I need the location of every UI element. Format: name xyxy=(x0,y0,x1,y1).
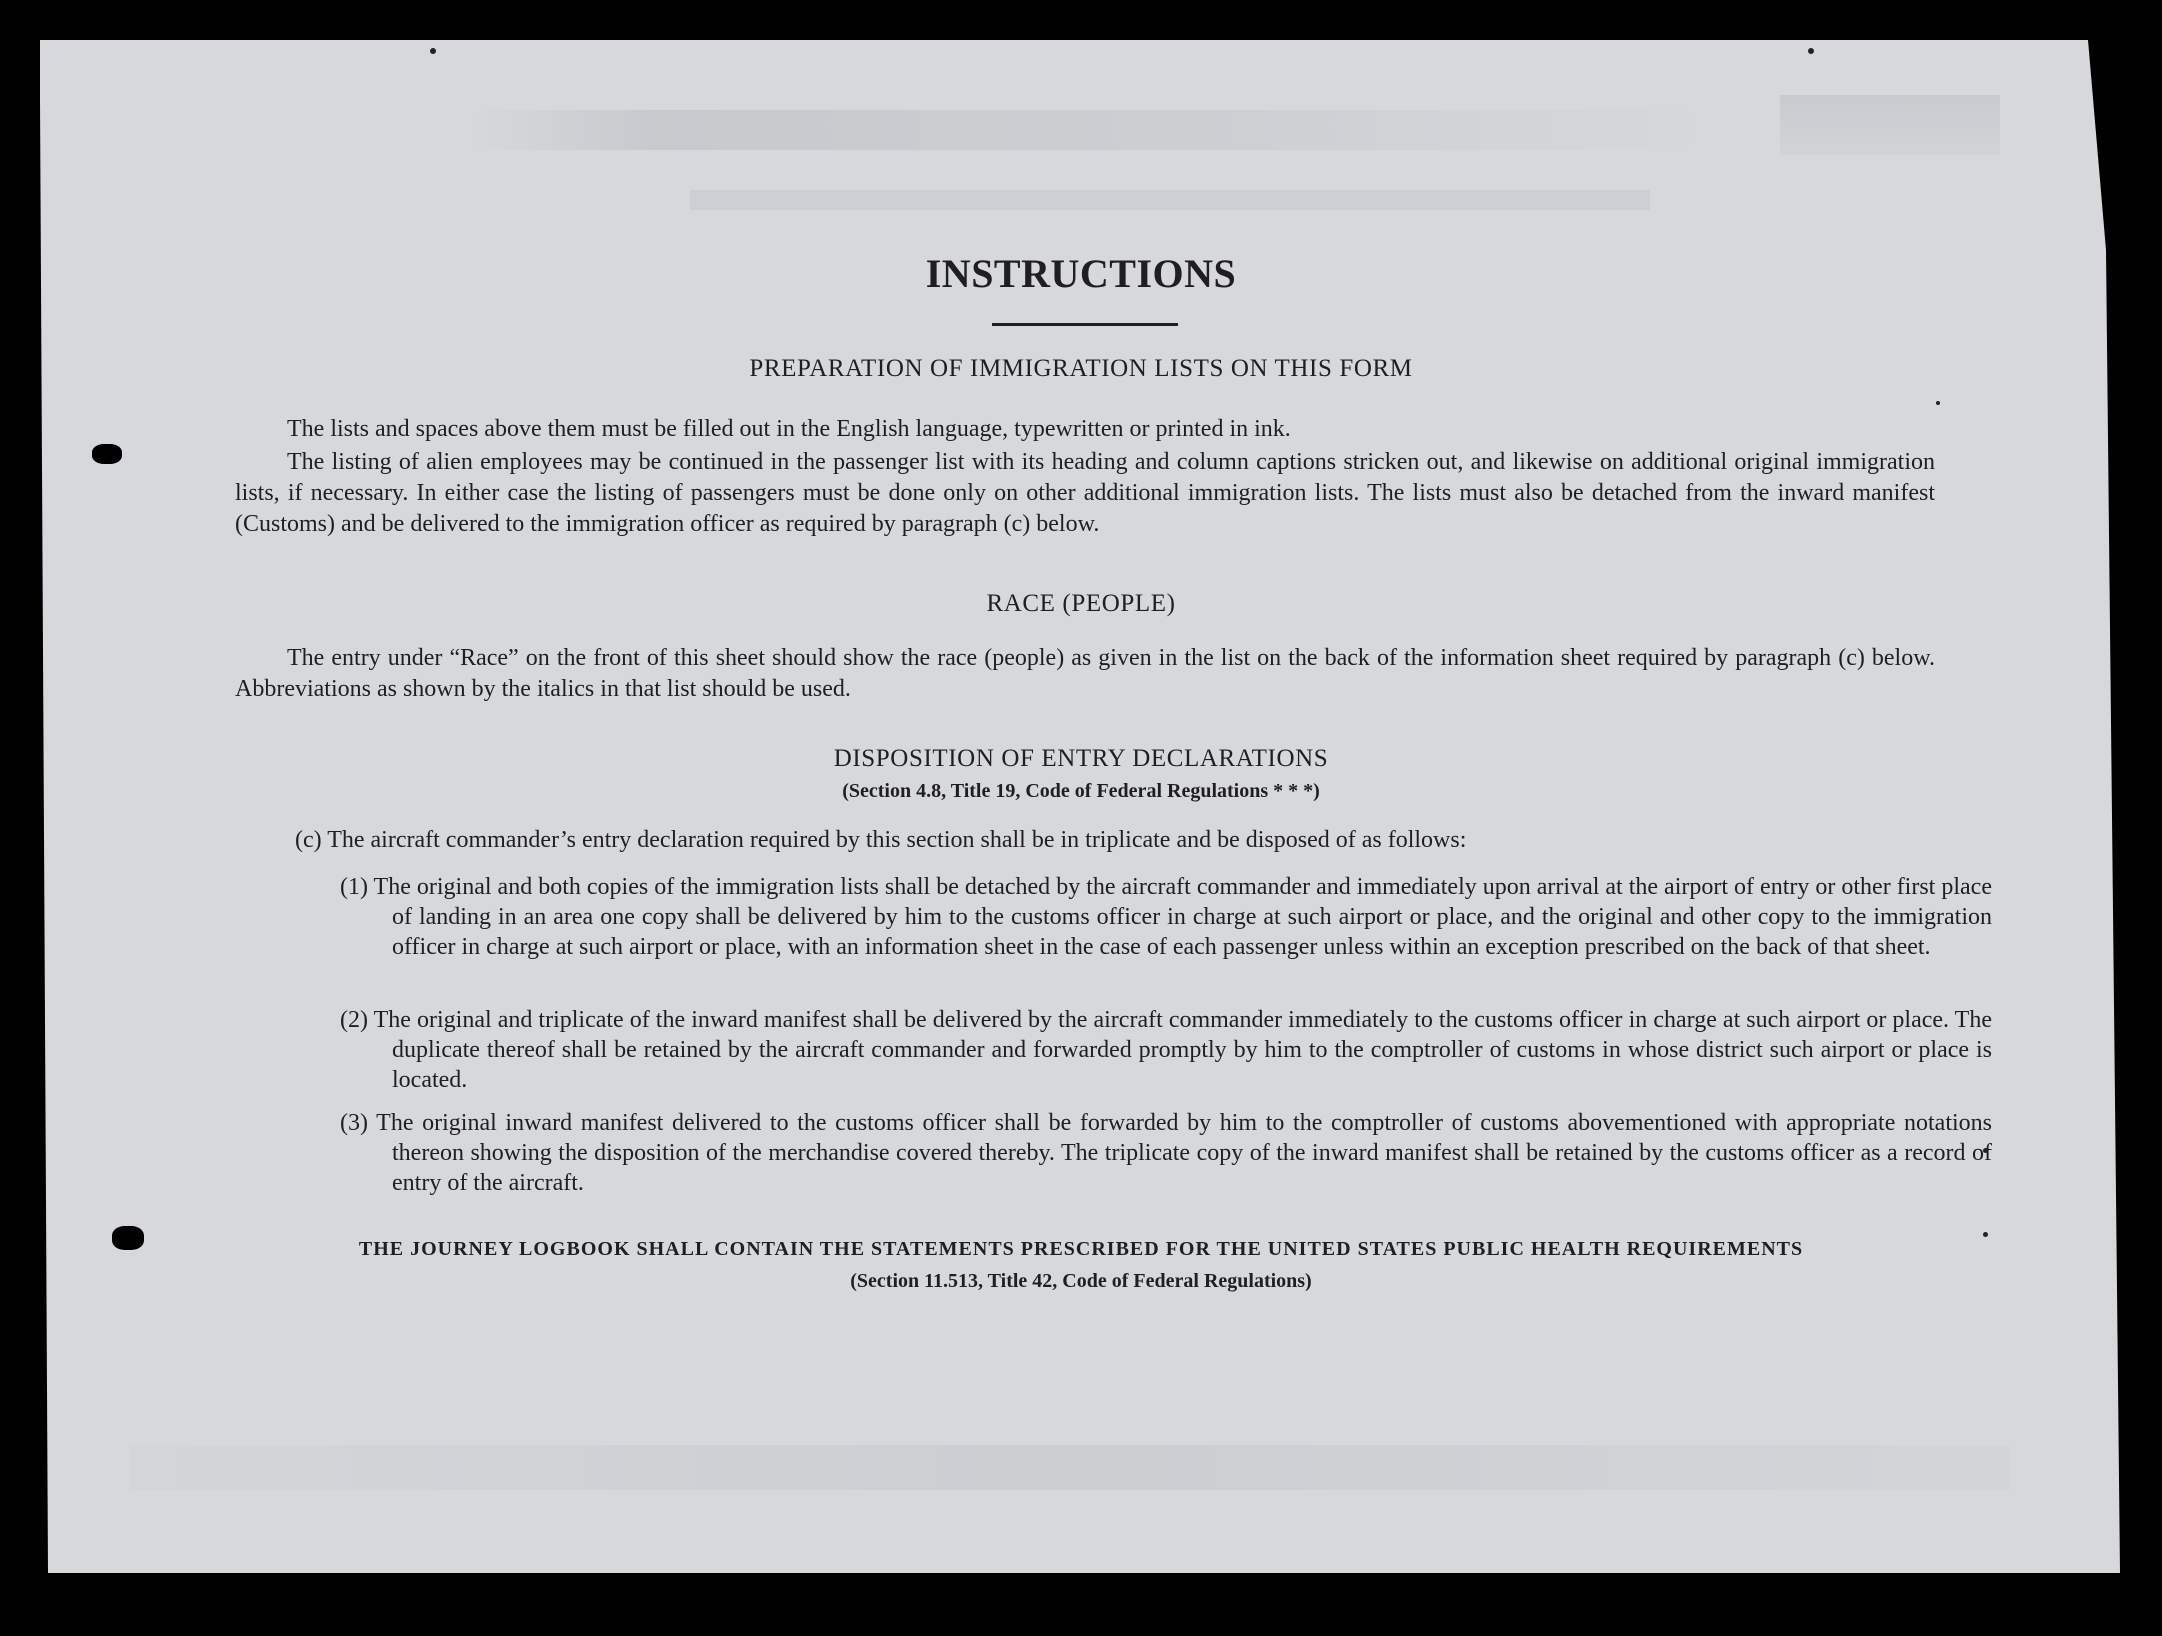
health-requirements-citation: (Section 11.513, Title 42, Code of Federal Regulations) xyxy=(850,1270,1312,1292)
preparation-heading: PREPARATION OF IMMIGRATION LISTS ON THIS FORM xyxy=(749,355,1413,382)
preparation-paragraph-1: The lists and spaces above them must be filled out in the English language, typewritten or printed in ink. xyxy=(287,416,1291,442)
health-requirements-notice: THE JOURNEY LOGBOOK SHALL CONTAIN THE STATEMENTS PRESCRIBED FOR THE UNITED STATES PUBLIC HEALTH REQUIREMENTS xyxy=(358,1238,1804,1260)
title-underline xyxy=(992,323,1178,326)
race-heading: RACE (PEOPLE) xyxy=(986,590,1176,617)
disposition-item-3: (3) The original inward manifest delivered to the customs officer shall be forwarded by him to the comptroller of customs abovementioned with appropriate notations thereon showing the disposition of the merchandise covered thereby. The triplicate copy of the inward manifest shall be retained by the customs officer as a record of entry of the aircraft. xyxy=(340,1110,1992,1196)
disposition-heading: DISPOSITION OF ENTRY DECLARATIONS xyxy=(833,745,1329,772)
page-title: INSTRUCTIONS xyxy=(925,251,1237,296)
disposition-item-2: (2) The original and triplicate of the inward manifest shall be delivered by the aircraft commander immediately to the customs officer in charge at such airport or place. The duplicate thereof shall be retained by the aircraft commander and forwarded promptly by him to the comptroller of customs in whose district such airport or place is located. xyxy=(340,1007,1992,1093)
preparation-paragraph-2: The listing of alien employees may be continued in the passenger list with its heading and column captions stricken out, and likewise on additional original immigration lists, if necessary. In either case the listing of passengers must be done only on other additional immigration lists. The lists must also be detached from the inward manifest (Customs) and be delivered to the immigration officer as required by paragraph (c) below. xyxy=(235,449,1935,537)
disposition-intro: (c) The aircraft commander’s entry declaration required by this section shall be in triplicate and be disposed of as follows: xyxy=(295,827,1467,853)
disposition-citation: (Section 4.8, Title 19, Code of Federal Regulations * * *) xyxy=(842,780,1320,802)
disposition-item-1: (1) The original and both copies of the immigration lists shall be detached by the aircraft commander and immediately upon arrival at the airport of entry or other first place of landing in an area one copy shall be delivered by him to the customs officer in charge at such airport or place, and the original and other copy to the immigration officer in charge at such airport or place, with an information sheet in the case of each passenger unless within an exception prescribed on the back of that sheet. xyxy=(340,874,1992,960)
race-paragraph: The entry under “Race” on the front of this sheet should show the race (people) as given in the list on the back of the information sheet required by paragraph (c) below. Abbreviations as shown by the italics in that list should be used. xyxy=(235,645,1935,702)
